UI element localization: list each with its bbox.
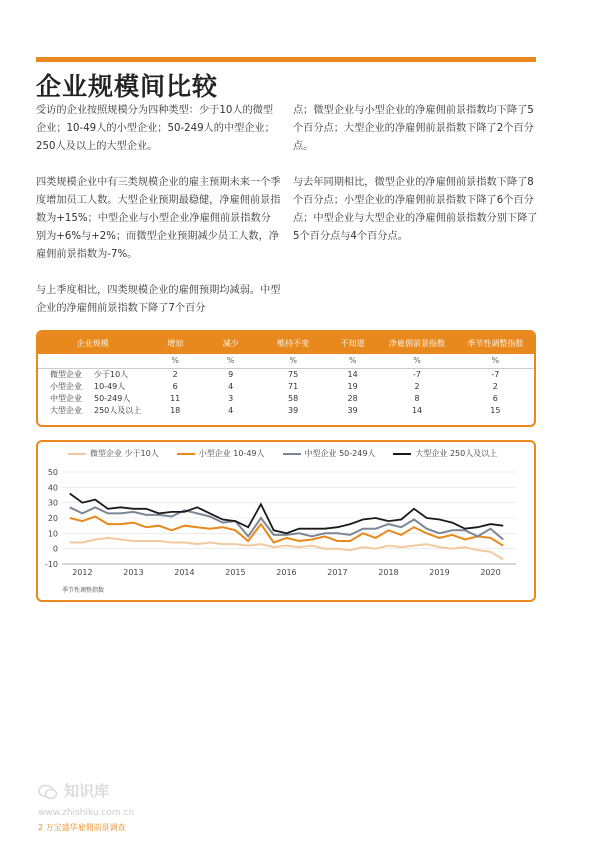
table-cell: -7 bbox=[377, 368, 456, 380]
paragraph: 受访的企业按照规模分为四种类型：少于10人的微型企业；10-49人的小型企业；50-249人的中型企业；250人及以上的大型企业。 bbox=[36, 105, 275, 152]
column-header: 不知道 bbox=[328, 332, 378, 354]
watermark: 知识库 bbox=[64, 782, 110, 800]
y-tick-label: 0 bbox=[52, 544, 58, 554]
column-header: 增加 bbox=[147, 332, 203, 354]
column-header: 企业规模 bbox=[38, 332, 147, 354]
row-label bbox=[38, 368, 147, 380]
x-tick-label: 2019 bbox=[429, 568, 450, 577]
table-cell: 3 bbox=[228, 393, 234, 403]
row-type: 中型企业 bbox=[50, 393, 82, 403]
table-cell: 6 bbox=[492, 393, 498, 403]
chat-bubble-icon bbox=[38, 784, 58, 800]
table-cell: -7 bbox=[457, 368, 534, 380]
table-row bbox=[38, 380, 534, 392]
y-tick-label: 20 bbox=[47, 514, 58, 523]
column-header: 减少 bbox=[203, 332, 259, 354]
table-cell: 39 bbox=[347, 405, 358, 415]
table-cell: 71 bbox=[288, 381, 299, 391]
left-text-column bbox=[36, 102, 281, 336]
row-label bbox=[38, 380, 147, 392]
row-size: 10-49人 bbox=[94, 381, 126, 391]
paragraph: 与去年同期相比，微型企业的净雇佣前景指数下降了8个百分点；小型企业的净雇佣前景指数下降了6个百分点；中型企业与大型企业的净雇佣前景指数分别下降了5个百分点与4个百分点。 bbox=[293, 177, 538, 242]
row-type: 大型企业 bbox=[50, 405, 82, 415]
page-title: 企业规模间比较 bbox=[36, 72, 219, 101]
series-line-large bbox=[70, 494, 504, 534]
paragraph: 点；微型企业与小型企业的净雇佣前景指数均下降了5个百分点；大型企业的净雇佣前景指数下降了2个百分点。 bbox=[293, 105, 534, 152]
legend-label: 大型企业 250人及以上 bbox=[415, 449, 498, 458]
paragraph: 四类规模企业中有三类规模企业的雇主预期未来一个季度增加员工人数。大型企业预期最稳健，净雇佣前景指数为+15%；中型企业与小型企业净雇佣前景指数分别为+6%与+2%；而微型企业预期减少员工人数，净雇佣前景指数为-7%。 bbox=[36, 177, 281, 260]
y-tick-label: 50 bbox=[47, 468, 58, 477]
table-cell: 15 bbox=[490, 405, 501, 415]
unit-cell: % bbox=[171, 356, 179, 366]
x-tick-label: 2020 bbox=[480, 568, 501, 577]
page-footer: 2 万宝盛华雇佣前景调查 bbox=[38, 823, 126, 832]
row-label bbox=[38, 392, 147, 404]
row-size: 少于10人 bbox=[94, 369, 129, 379]
right-text-column bbox=[293, 102, 538, 264]
unit-cell bbox=[38, 354, 147, 368]
chart-plot bbox=[38, 442, 534, 600]
table-cell: 6 bbox=[172, 381, 178, 391]
table-cell: 8 bbox=[414, 393, 420, 403]
x-tick-label: 2018 bbox=[378, 568, 399, 577]
paragraph: 与上季度相比，四类规模企业的雇佣预期均减弱。中型企业的净雇佣前景指数下降了7个百分 bbox=[36, 285, 281, 314]
table-unit-row bbox=[38, 354, 534, 368]
unit-cell: % bbox=[226, 356, 235, 366]
table-header-row bbox=[38, 332, 534, 354]
x-tick-label: 2016 bbox=[276, 568, 297, 577]
table-cell: 75 bbox=[258, 368, 327, 380]
x-tick-label: 2015 bbox=[225, 568, 246, 577]
data-table bbox=[36, 330, 536, 427]
legend-label: 微型企业 少于10人 bbox=[90, 449, 159, 458]
x-tick-label: 2012 bbox=[72, 568, 93, 577]
legend-label: 小型企业 10-49人 bbox=[198, 449, 265, 458]
line-chart bbox=[36, 440, 536, 602]
table-cell: 2 bbox=[147, 368, 203, 380]
unit-cell: % bbox=[348, 356, 357, 366]
top-orange-rule bbox=[36, 57, 536, 62]
table-cell: 9 bbox=[203, 368, 259, 380]
y-tick-label: -10 bbox=[44, 560, 58, 569]
y-tick-label: 10 bbox=[47, 529, 58, 539]
table-cell: 11 bbox=[170, 393, 181, 403]
watermark-url: www.zhishiku.com.cn bbox=[38, 808, 135, 818]
table-cell: 58 bbox=[288, 393, 299, 403]
table-cell: 39 bbox=[288, 405, 299, 415]
table-cell: 19 bbox=[347, 381, 358, 391]
table-row bbox=[38, 404, 534, 416]
table-cell: 14 bbox=[411, 405, 423, 415]
table-cell: 28 bbox=[347, 393, 358, 403]
table-cell: 18 bbox=[170, 405, 181, 415]
row-type: 小型企业 bbox=[50, 381, 82, 391]
unit-cell: % bbox=[413, 356, 421, 366]
unit-cell: % bbox=[289, 356, 297, 366]
row-label bbox=[38, 404, 147, 416]
y-tick-label: 30 bbox=[47, 498, 58, 508]
column-header: 季节性调整指数 bbox=[457, 332, 534, 354]
x-tick-label: 2013 bbox=[123, 568, 144, 577]
table-cell: 4 bbox=[228, 381, 234, 391]
table-cell: 2 bbox=[414, 381, 420, 391]
x-tick-label: 2017 bbox=[327, 568, 348, 577]
row-type: 微型企业 bbox=[50, 369, 82, 379]
column-header: 维持不变 bbox=[258, 332, 327, 354]
table-cell: 2 bbox=[492, 381, 498, 391]
row-size: 50-249人 bbox=[94, 393, 131, 403]
row-size: 250人及以上 bbox=[94, 405, 142, 415]
chart-note: 季节性调整指数 bbox=[62, 587, 105, 594]
column-header: 净雇佣前景指数 bbox=[377, 332, 456, 354]
table-cell: 14 bbox=[328, 368, 378, 380]
table-cell: 4 bbox=[228, 405, 234, 415]
table-row bbox=[38, 392, 534, 404]
legend-label: 中型企业 50-249人 bbox=[304, 449, 376, 458]
y-tick-label: 40 bbox=[47, 483, 58, 493]
x-tick-label: 2014 bbox=[174, 568, 195, 577]
table-row bbox=[38, 368, 534, 380]
unit-cell: % bbox=[491, 356, 500, 366]
